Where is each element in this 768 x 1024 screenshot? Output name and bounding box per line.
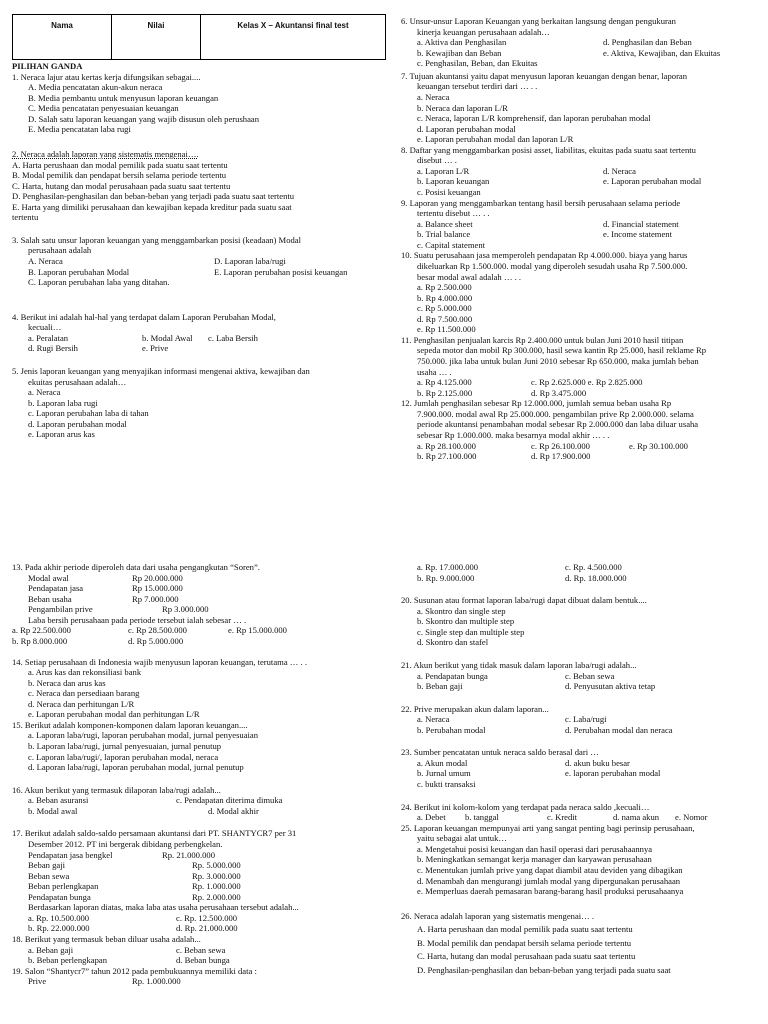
question-22: 22. Prive merupakan akun dalam laporan... a. Neraca c. Laba/rugi b. Perubahan modal d. Perubahan modal dan neraca [401,703,673,735]
header-kelas: Kelas X – Akuntansi final test [237,21,349,30]
question-23: 23. Sumber pencatatan untuk neraca saldo berasal dari … a. Akun modal d. akun buku besar b. Jurnal umum e. laporan perubahan modal c. bukti transaksi [401,747,661,789]
top-left-column [12,61,387,440]
question-18: 18. Berikut yang termasuk beban diluar usaha adalah... a. Beban gaji c. Beban sewa b. Beban perlengkapan d. Beban bunga [12,934,230,966]
header-nilai: Nilai [112,15,201,59]
question-21: 21. Akun berikut yang tidak masuk dalam laporan laba/rugi adalah... a. Pendapatan bunga c. Beban sewa b. Beban gaji d. Penyusutan aktiva tetap [401,659,656,692]
question-2: 2. Neraca adalah laporan yang sistematis mengenai…. A. Harta perushaan dan modal pemilik pada suatu saat tertentu B. Modal pemilik dan pendapat bersih selama periode tertentu C. Harta, hutang dan modal perusahaan pada suatu saat tertentu D. Penghasilan-penghasilan dan beban-beban yang terjadi pada suatu saat tertentu E. Harta yang dimiliki perusahaan dan kewajiban kepada kreditur pada suatu saat tertentu [12,148,295,223]
bottom-left-column [12,562,387,987]
question-11: 11. Penghasilan penjualan karcis Rp 2.400.000 untuk bulan Juni 2010 hasil titipan sepeda motor dan mobil Rp 300.000, hasil sewa kantin Rp 25.000, hasil reklame Rp 750.000. jika laba untuk bulan Juni 2010 sebesar Rp 650.000, maka jumlah beban usaha … . a. Rp 4.125.000 c. Rp 2.625.000 e. Rp 2.825.000 b. Rp 2.125.000 d. Rp 3.475.000 [401,334,707,398]
question-12: 12. Jumlah penghasilan sebesar Rp 12.000.000, jumlah semua beban usaha Rp 7.900.000. modal awal Rp 25.000.000. pengambilan prive Rp 2.000.000. selama periode akuntansi penambahan modal sebesar Rp 2.000.000 dan laba diluar usaha sebesar Rp 1.000.000. maka besarnya modal akhir … . . a. Rp 28.100.000 c. Rp 26.100.000 e. Rp 30.100.000 b. Rp 27.100.000 d. Rp 17.900.000 [401,398,699,462]
question-19-options: a. Rp. 17.000.000 c. Rp. 4.500.000 b. Rp. 9.000.000 d. Rp. 18.000.000 [417,562,627,583]
question-3: 3. Salah satu unsur laporan keuangan yang menggambarkan posisi (keadaan) Modal perusahaan adalah A. Neraca D. Laporan laba/rugi B. Laporan perubahan Modal E. Laporan perubahan posisi keuangan C. Laporan perubahan laba yang ditahan. [12,234,348,288]
question-8: 8. Daftar yang menggambarkan posisi asset, liabilitas, ekuitas pada suatu saat tertentu disebut … . a. Laporan L/R d. Neraca b. Laporan keuangan e. Laporan perubahan modal c. Posisi keuangan [401,144,702,197]
question-13: 13. Pada akhir periode diperoleh data dari usaha pengangkutan “Soren”. Modal awal Rp 20.000.000 Pendapatan jasa Rp 15.000.000 Beban usaha Rp 7.000.000 Pengambilan prive Rp 3.000.000 Laba bersih perusahaan pada periode tersebut ialah sebesar … . a. Rp 22.500.000 c. Rp 28.500.000 e. Rp 15.000.000 b. Rp 8.000.000 d. Rp 5.000.000 [12,562,287,646]
question-15: 15. Berikut adalah komponen-komponen dalam laporan keuangan.... a. Laporan laba/rugi, laporan perubahan modal, jurnal penyesuaian b. Laporan laba/rugi, jurnal penyesuaian, jurnal penutup c. Laporan laba/rugi/, laporan perubahan modal, neraca d. Laporan laba/rugi, laporan perubahan modal, jurnal penutup [12,719,259,773]
question-6: 6. Unsur-unsur Laporan Keuangan yang berkaitan langsung dengan pengukuran kinerja keuangan perusahaan adalah… a. Aktiva dan Penghasilan d. Penghasilan dan Beban b. Kewajiban dan Beban e. Aktiva, Kewajiban, dan Ekuitas c. Penghasilan, Beban, dan Ekuitas [401,16,721,69]
question-16: 16. Akun berikut yang termasuk dilaporan laba/rugi adalah... a. Beban asuransi c. Pendapatan diterima dimuka b. Modal awal d. Modal akhir [12,784,283,816]
question-4: 4. Berikut ini adalah hal-hal yang terdapat dalam Laporan Perubahan Modal, kecuali… a. Peralatan b. Modal Awal c. Laba Bersih d. Rugi Bersih e. Prive [12,311,276,354]
header-table [12,14,386,60]
question-7: 7. Tujuan akuntansi yaitu dapat menyusun laporan keuangan dengan benar, laporan keuangan tersebut terdiri dari … . . a. Neraca b. Neraca dan laporan L/R c. Neraca, laporan L/R komprehensif, dan laporan perubahan modal d. Laporan perubahan modal e. Laporan perubahan modal dan laporan L/R [401,70,688,145]
header-nama: Nama [13,15,112,59]
question-17: 17. Berikut adalah saldo-saldo persamaan akuntansi dari PT. SHANTYCR7 per 31 Desember 2012. PT ini bergerak dibidang perbengkelan. Pendapatan jasa bengkel Rp. 21.000.000 Beban gaji Rp. 5.000.000 Beban sewa Rp. 3.000.000 Beban perlengkapan Rp. 1.000.000 Pendapatan bunga Rp. 2.000.000 Berdasarkan laporan diatas, maka laba atas usaha perusahaan tersebut adalah... a. Rp. 10.500.000 c. Rp. 12.500.000 b. Rp. 22.000.000 d. Rp. 21.000.000 [12,828,299,934]
question-5: 5. Jenis laporan keuangan yang menyajikan informasi mengenai aktiva, kewajiban dan ekuitas perusahaan adalah… a. Neraca b. Laporan laba rugi c. Laporan perubahan laba di tahan d. Laporan perubahan modal e. Laporan arus kas [12,365,310,440]
section-title: PILIHAN GANDA [12,61,83,71]
question-24: 24. Berikut ini kolom-kolom yang terdapat pada neraca saldo ,kecuali… a. Debet b. tanggal c. Kredit d. nama akun e. Nomor [401,801,708,823]
question-25: 25. Laporan keuangan mempunyai arti yang sangat penting bagi perinsip perusahaan, yaitu sebagai alat untuk… a. Mengetahui posisi keuangan dan hasil operasi dari perusahaannya b. Meningkatkan semangat kerja manager dan karyawan perusahaan c. Menentukan jumlah prive yang dapat diambil atau deviden yang dibagikan d. Menambah dan mengurangi jumlah modal yang dipergunakan perusahaan e. Memperluas daerah pemasaran barang-barang hasil produksi perusahaanya [401,822,695,897]
question-20: 20. Susunan atau format laporan laba/rugi dapat dibuat dalam bentuk.... a. Skontro dan single step b. Skontro dan multiple step c. Single step dan multiple step d. Skontro dan stafel [401,595,647,648]
question-9: 9. Laporan yang menggambarkan tentang hasil bersih perusahaan selama periode tertentu disebut … . . a. Balance sheet d. Financial statement b. Trial balance e. Income statement c. Capital statement [401,197,681,250]
top-right-column [401,16,763,462]
question-14: 14. Setiap perusahaan di Indonesia wajib menyusun laporan keuangan, terutama … . . a. Arus kas dan rekonsiliasi bank b. Neraca dan arus kas c. Neraca dan persediaan barang d. Neraca dan perhitungan L/R e. Laporan perubahan modal dan perhitungan L/R [12,656,307,720]
question-1: 1. Neraca lajur atau kertas kerja difungsikan sebagai.... A. Media pencatatan akun-akun neraca B. Media pembantu untuk menyusun laporan keuangan C. Media pencatatan penyesuaian keuangan D. Salah satu laporan keuangan yang wajib disusun oleh perushaan E. Media pencatatan laba rugi [12,71,260,135]
question-26: 26. Neraca adalah laporan yang sistematis mengenai… . A. Harta perushaan dan modal pemilik pada suatu saat tertentu B. Modal pemilik dan pendapat bersih selama periode tertentu C. Harta, hutang dan modal perusahaan pada suatu saat tertentu D. Penghasilan-penghasilan dan beban-beban yang terjadi pada suatu saat [401,910,671,975]
question-19: 19. Salon “Shantycr7” tahun 2012 pada pembukuannya memiliki data : Prive Rp. 1.000.000 [12,965,257,987]
bottom-right-column [401,562,763,975]
question-10: 10. Suatu perusahaan jasa memperoleh pendapatan Rp 4.000.000. biaya yang harus dikeluarkan Rp 1.500.000. modal yang diperoleh sesudah usaha Rp 7.500.000. besar modal awal adalah … . . a. Rp 2.500.000 b. Rp 4.000.000 c. Rp 5.000.000 d. Rp 7.500.000 e. Rp 11.500.000 [401,250,688,335]
